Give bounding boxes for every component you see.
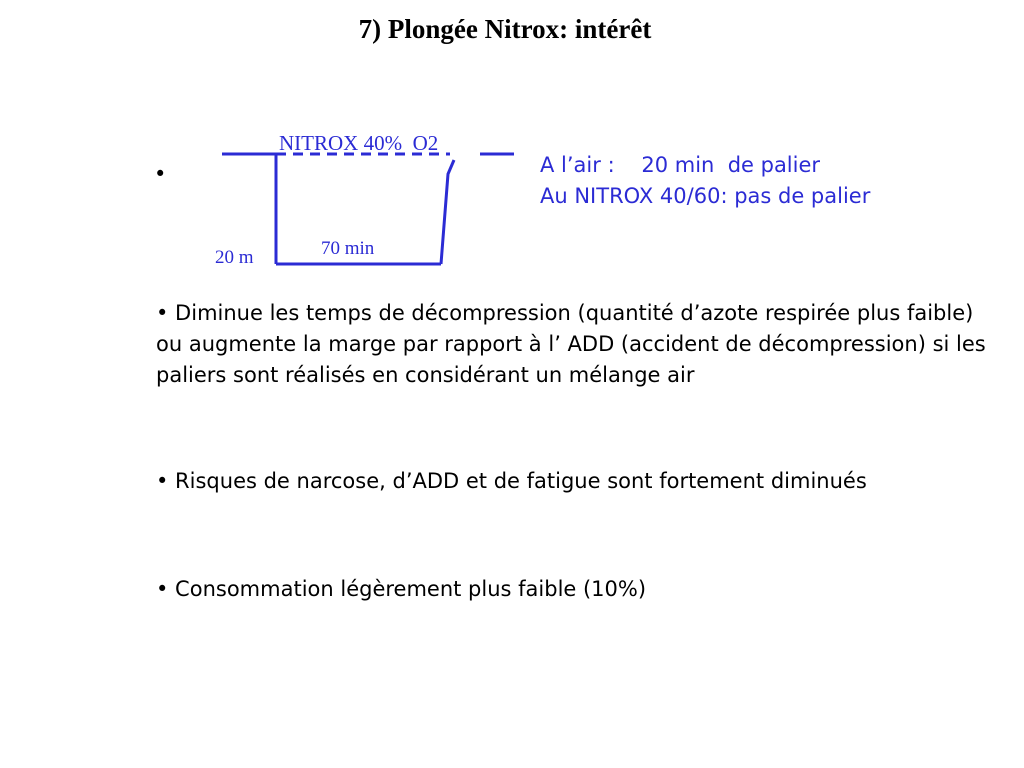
info-nitrox-stop: Au NITROX 40/60: pas de palier	[540, 184, 871, 208]
duration-label: 70 min	[321, 238, 375, 259]
info-air-stop: A l’air : 20 min de palier	[540, 153, 821, 177]
slide-title: 7) Plongée Nitrox: intérêt	[358, 14, 652, 44]
gas-label: NITROX 40% O2	[279, 131, 439, 155]
bullet-consumption: • Consommation légèrement plus faible (10%)	[156, 577, 647, 601]
bullet-marker: •	[154, 162, 167, 186]
ascent-line	[441, 160, 454, 264]
bullet-risks: • Risques de narcose, d’ADD et de fatigue sont fortement diminués	[156, 469, 867, 493]
bullet-decompression: • Diminue les temps de décompression (quantité d’azote respirée plus faible) ou augmente la marge par rapport à l’ ADD (accident de décompression) si les paliers sont réalisés en considérant un mélange air	[156, 301, 986, 387]
depth-label: 20 m	[215, 247, 254, 268]
